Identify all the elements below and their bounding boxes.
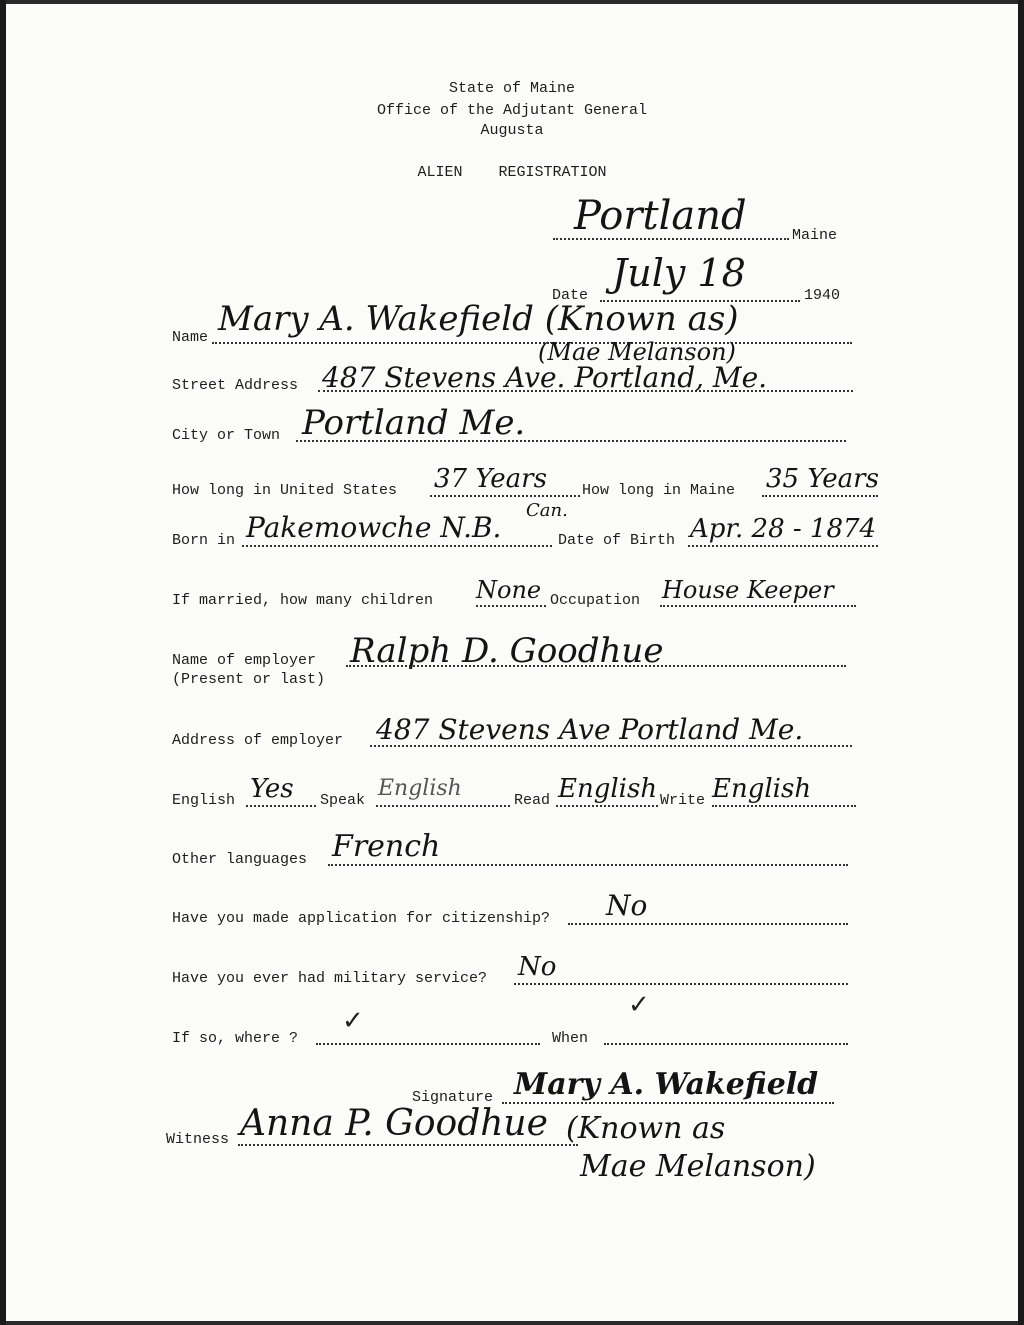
where-line [316, 1043, 540, 1045]
city-value: Portland Me. [302, 403, 526, 443]
english-line [246, 805, 316, 807]
occupation-value: House Keeper [662, 576, 834, 604]
occupation-label: Occupation [550, 592, 641, 609]
how-long-maine-line [762, 495, 878, 497]
read-value: English [558, 774, 658, 804]
military-label: Have you ever had military service? [172, 970, 488, 987]
form-title: ALIEN REGISTRATION [417, 164, 607, 181]
employer-value: Ralph D. Goodhue [350, 631, 664, 671]
employer-address-label: Address of employer [172, 732, 344, 749]
when-label: When [552, 1030, 589, 1047]
header-office: Office of the Adjutant General [376, 102, 648, 119]
header-city: Augusta [480, 122, 544, 139]
witness-note-2: Mae Melanson) [580, 1149, 816, 1184]
born-in-label: Born in [172, 532, 236, 549]
how-long-us-label: How long in United States [172, 482, 398, 499]
place-value: Portland [574, 193, 747, 239]
other-languages-value: French [332, 829, 441, 864]
how-long-maine-value: 35 Years [766, 464, 879, 494]
other-languages-line [328, 864, 848, 866]
date-label: Date [552, 287, 589, 304]
english-value: Yes [250, 774, 294, 804]
occupation-line [660, 605, 856, 607]
registration-form [6, 4, 1018, 1321]
write-label: Write [660, 792, 706, 809]
when-check-icon: ✓ [628, 990, 650, 1020]
when-line [604, 1043, 848, 1045]
street-address-value: 487 Stevens Ave. Portland, Me. [322, 361, 768, 394]
speak-label: Speak [320, 792, 366, 809]
how-long-us-value: 37 Years [434, 464, 547, 494]
citizenship-label: Have you made application for citizenship? [172, 910, 551, 927]
date-year: 1940 [804, 287, 841, 304]
other-languages-label: Other languages [172, 851, 308, 868]
read-label: Read [514, 792, 551, 809]
header-state: State of Maine [448, 80, 576, 97]
english-label: English [172, 792, 236, 809]
scan-border-right [1018, 0, 1024, 1325]
name-value: Mary A. Wakefield (Known as) [218, 299, 739, 339]
children-line [476, 605, 546, 607]
born-in-note: Can. [526, 500, 568, 521]
dob-line [688, 545, 878, 547]
where-check-icon: ✓ [342, 1006, 364, 1036]
speak-line [376, 805, 510, 807]
military-line [514, 983, 848, 985]
signature-line [502, 1102, 834, 1104]
signature-label: Signature [412, 1089, 494, 1106]
born-in-value: Pakemowche N.B. [246, 511, 502, 544]
speak-value: English [378, 776, 462, 801]
military-value: No [518, 952, 557, 982]
where-label: If so, where ? [172, 1030, 299, 1047]
witness-note: (Known as [566, 1111, 726, 1146]
employer-address-value: 487 Stevens Ave Portland Me. [376, 713, 804, 746]
citizenship-value: No [606, 889, 648, 922]
employer-label: Name of employer [172, 652, 317, 669]
name-aka: (Mae Melanson) [538, 338, 736, 366]
employer-sublabel: (Present or last) [172, 671, 326, 688]
dob-value: Apr. 28 - 1874 [690, 514, 877, 544]
street-address-label: Street Address [172, 377, 299, 394]
date-value: July 18 [612, 251, 746, 295]
dob-label: Date of Birth [558, 532, 676, 549]
citizenship-line [568, 923, 848, 925]
how-long-maine-label: How long in Maine [582, 482, 736, 499]
write-line [712, 805, 856, 807]
children-label: If married, how many children [172, 592, 434, 609]
city-label: City or Town [172, 427, 281, 444]
born-in-line [242, 545, 552, 547]
name-label: Name [172, 329, 209, 346]
witness-label: Witness [166, 1131, 230, 1148]
read-line [556, 805, 658, 807]
place-suffix: Maine [792, 227, 838, 244]
write-value: English [712, 774, 812, 804]
children-value: None [476, 576, 542, 604]
witness-line [238, 1144, 578, 1146]
how-long-us-line [430, 495, 580, 497]
signature-value: Mary A. Wakefield [514, 1067, 819, 1102]
witness-value: Anna P. Goodhue [240, 1103, 548, 1144]
name-line [212, 342, 852, 344]
